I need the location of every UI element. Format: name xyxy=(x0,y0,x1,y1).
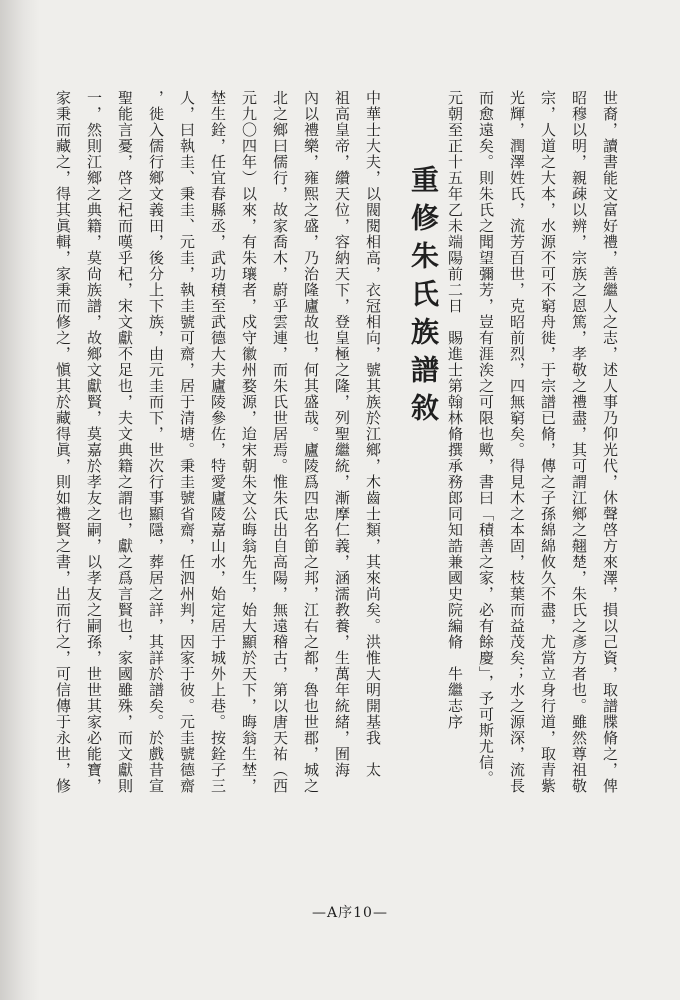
binding-gutter xyxy=(0,0,40,1000)
signature-column: 元朝至正十五年乙未端陽前二日 賜進士第翰林脩撰承務郎同知誥兼國史院編脩 牛繼志序 xyxy=(446,90,464,730)
text-column-8: 祖高皇帝，纘天位，容納天下，登皇極之隆，列聖繼統，漸摩仁義，涵濡教養，生萬年統緒，囿海 xyxy=(333,90,351,778)
section-title: 重修朱氏族譜敘 xyxy=(407,165,440,431)
text-column-13: 人，曰執圭、秉圭、元圭，執圭號可齋，居于清塘。秉圭號省齋，任泗州判，因家于彼。元圭號德齋 xyxy=(178,90,196,794)
text-column-5: 而愈遠矣。則朱氏之聞望彌芳，豈有涯涘之可限也歟，書曰「積善之家，必有餘慶」，予可斯尤信。 xyxy=(477,90,495,787)
page-number: —A序10— xyxy=(312,905,388,921)
text-column-12: 埜生銓，任宜春縣丞，武功積至武德大夫廬陵參佐，特愛廬陵嘉山水，始定居于城外上巷。按銓子三 xyxy=(209,90,227,794)
text-column-17: 家秉而藏之，得其眞輯，家秉而修之，愼其於藏得眞，則如禮賢之書，出而行之，可信傳于永世，修 xyxy=(54,90,72,794)
text-column-1: 世裔，讀書能文富好禮，善繼人之志，述人事乃仰光代，休聲啓方來澤，損以己資，取譜牒脩之，俾 xyxy=(601,90,619,794)
text-column-15: 聖能言憂，啓之杞而嘆乎杞，宋文獻不足也，夫文典籍之謂也，獻之爲言賢也，家國雖殊，而文獻則 xyxy=(116,90,134,794)
text-column-4: 光輝，潤澤姓氏，流芳百世，克昭前烈，四無窮矣。得見木之本固，枝葉而益茂矣；水之源深，流長 xyxy=(508,90,526,794)
text-column-7: 中華士大夫，以閥閱相高，衣冠相向，號其族於江鄉，木齒士類，其來尚矣。洪惟大明開基我 太 xyxy=(364,90,382,778)
text-column-9: 內以禮樂，雍熙之盛，乃治隆廬故也，何其盛哉。廬陵爲四忠名節之邦，江右之都，魯也世郡，城之 xyxy=(302,90,320,794)
text-column-16: 一，然則江鄉之典籍，莫尙族譜，故鄉文獻賢，莫嘉於孝友之嗣，以孝友之嗣孫，世世其家必能寶， xyxy=(85,90,103,794)
text-column-10: 北之鄉曰儒行，故家喬木，蔚乎雲連，而朱氏世居焉。惟朱氏出自高陽，無遠稽古，第以唐天祐（西 xyxy=(271,90,289,794)
text-column-3: 宗，人道之大本，水源不可不窮舟徙，于宗譜已脩，傳之子孫綿綿攸久不盡，尤當立身行道，取青紫 xyxy=(539,90,557,794)
text-column-14: ，徙入儒行鄉文義田，後分上下族，由元圭而下，世次行事顯隱，葬居之詳，其詳於譜矣。於戲昔宣 xyxy=(147,90,165,794)
text-column-11: 元九〇四年）以來，有朱瓖者，戍守徽州婺源，迨宋朝朱文公晦翁先生，始大顯於天下，晦翁生埜， xyxy=(240,90,258,794)
text-column-2: 昭穆以明，親疎以辨，宗族之恩篤，孝敬之禮盡，其可謂江鄉之翹楚，朱氏之彥方者也。雖然尊祖敬 xyxy=(570,90,588,794)
